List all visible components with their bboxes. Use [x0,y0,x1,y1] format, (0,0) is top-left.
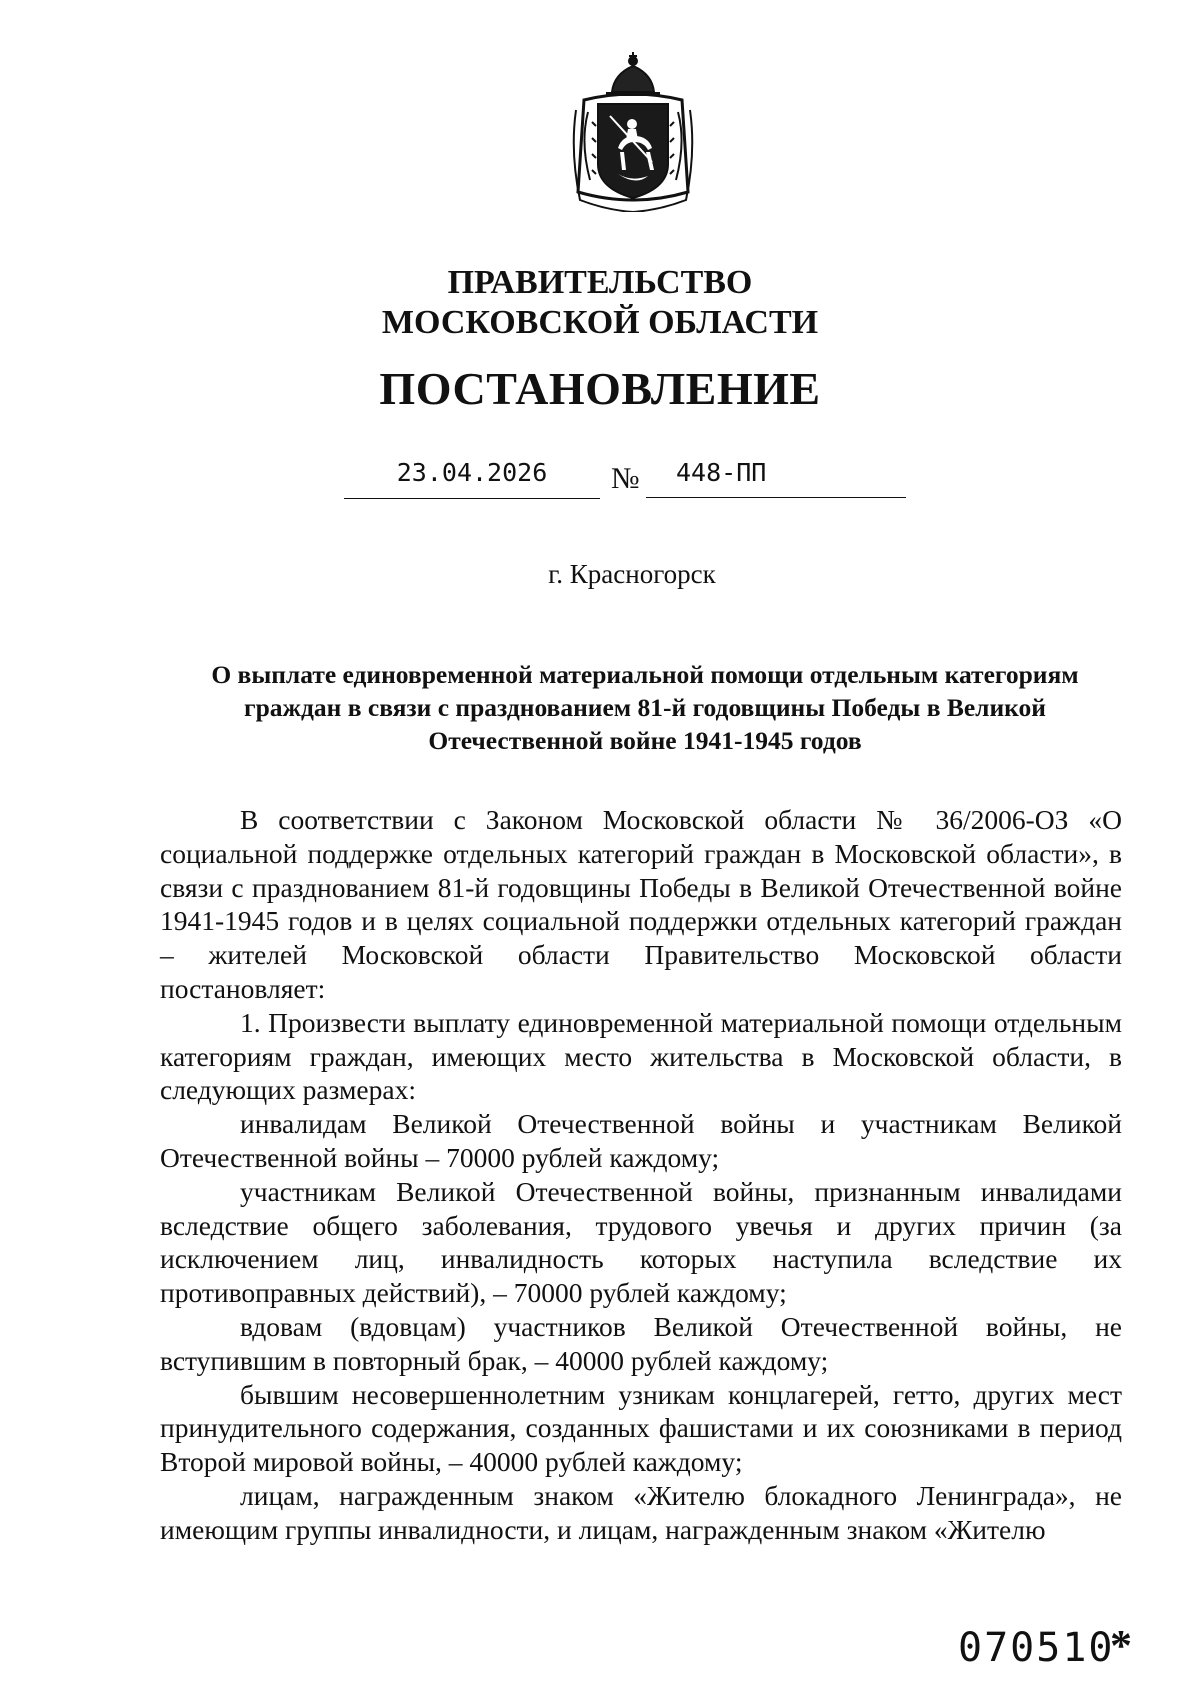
number-sign: № [611,462,640,495]
document-number: 448-ПП [646,458,906,498]
subitem-paragraph: бывшим несовершеннолетним узникам концлагерей, гетто, других мест принудительного содержания, созданных фашистами и их союзниками в период Второй мировой войны, – 40000 рублей каждому; [160,1378,1122,1478]
organization-name-line2: МОСКОВСКОЙ ОБЛАСТИ [381,304,819,341]
serial-asterisk-mark: * [1110,1621,1132,1670]
item-1-paragraph: 1. Произвести выплату единовременной материальной помощи отдельным категориям граждан, имеющих место жительства в Московской области, в следующих размерах: [160,1006,1122,1106]
subitem-paragraph: вдовам (вдовцам) участников Великой Отечественной войны, не вступившим в повторный брак, – 40000 рублей каждому; [160,1310,1122,1376]
subitem-paragraph: инвалидам Великой Отечественной войны и участникам Великой Отечественной войны – 70000 рублей каждому; [160,1108,1122,1173]
preamble-paragraph: В соответствии с Законом Московской области № 36/2006-ОЗ «О социальной поддержке отдельных категорий граждан в Московской области», в связи с празднованием 81-й годовщины Победы в Великой Отечественной войне 1941-1945 годов и в целях социальной поддержки отдельных категорий граждан – жителей Московской области Правительство Московской области постановляет: [160,804,1122,1004]
subitem-paragraph: участникам Великой Отечественной войны, признанным инвалидами вследствие общего заболевания, трудового увечья и других причин (за исключением лиц, инвалидность которых наступила вследствие их противоправных действий), – 70000 рублей каждому; [160,1175,1122,1309]
form-serial-number: 070510 [958,1625,1115,1671]
organization-name-line1: ПРАВИТЕЛЬСТВО [447,264,753,301]
coat-of-arms-icon [566,52,700,212]
document-body [160,803,1122,1547]
document-title: О выплате единовременной материальной помощи отдельным категориям граждан в связи с празднованием 81-й годовщины Победы в Великой Отечественной войне 1941-1945 годов [211,660,1079,755]
document-date: 23.04.2026 [344,458,600,499]
subitem-paragraph: лицам, награжденным знаком «Жителю блокадного Ленинграда», не имеющим группы инвалидности, и лицам, награжденным знаком «Жителю [160,1479,1122,1545]
place-of-issue: г. Красногорск [548,559,716,589]
document-type: ПОСТАНОВЛЕНИЕ [379,363,821,414]
